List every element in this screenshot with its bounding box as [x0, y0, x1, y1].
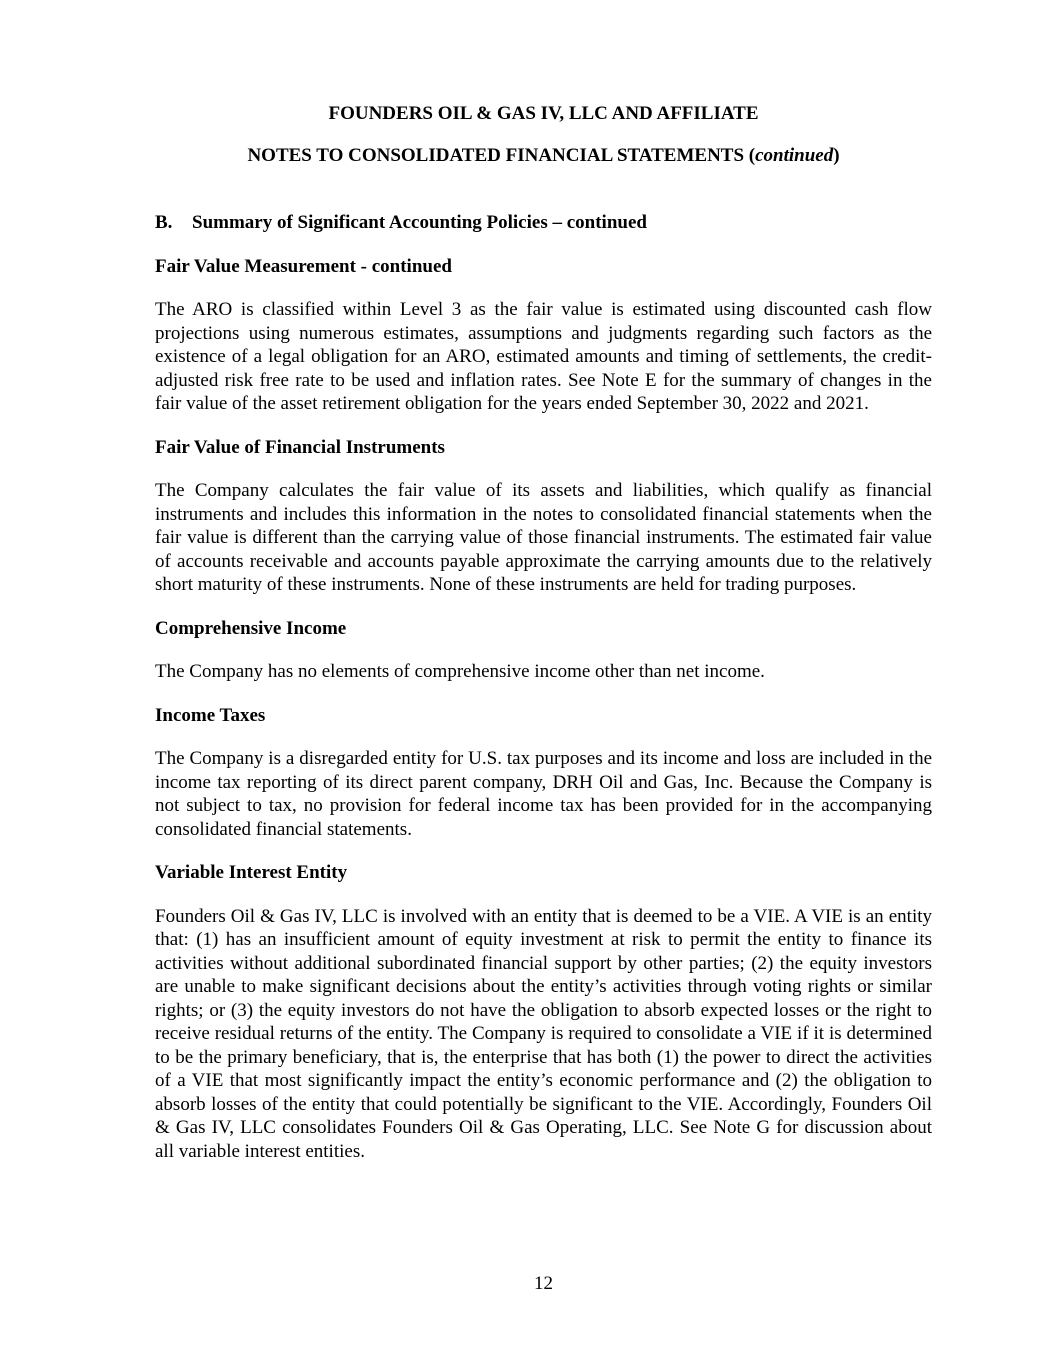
section-title: Summary of Significant Accounting Policies – continued [192, 212, 647, 233]
subsection-heading-fair-value-financial-instruments: Fair Value of Financial Instruments [155, 436, 445, 458]
paragraph-variable-interest-entity: Founders Oil & Gas IV, LLC is involved with an entity that is deemed to be a VIE. A VIE is an entity that: (1) has an insufficient amount of equity investment at risk to permit the entity to finance its activities without additional subordinated financial support by other parties; (2) the equity investors are unable to make significant decisions about the entity’s activities through voting rights or similar rights; or (3) the equity investors do not have the obligation to absorb expected losses or the right to receive residual returns of the entity. The Company is required to consolidate a VIE if it is determined to be the primary beneficiary, that is, the enterprise that has both (1) the power to direct the activities of a VIE that most significantly impact the entity’s economic performance and (2) the obligation to absorb losses of the entity that could potentially be significant to the VIE. Accordingly, Founders Oil & Gas IV, LLC consolidates Founders Oil & Gas Operating, LLC. See Note G for discussion about all variable interest entities. [155, 905, 932, 1162]
subsection-heading-fair-value-measurement: Fair Value Measurement - continued [155, 255, 452, 277]
paragraph-comprehensive-income: The Company has no elements of comprehensive income other than net income. [155, 661, 765, 682]
page-number: 12 [534, 1273, 553, 1294]
document-subtitle-continued: continued [755, 144, 834, 166]
subsection-heading-income-taxes: Income Taxes [155, 704, 266, 726]
paragraph-fair-value-measurement: The ARO is classified within Level 3 as the fair value is estimated using discounted cash flow projections using numerous estimates, assumptions and judgments regarding such factors as the existence of a legal obligation for an ARO, estimated amounts and timing of settlements, the credit-adjusted risk free rate to be used and inflation rates. See Note E for the summary of changes in the fair value of the asset retirement obligation for the years ended September 30, 2022 and 2021. [155, 299, 932, 414]
section-heading [155, 211, 932, 235]
document-subtitle [155, 144, 932, 168]
page-footer [155, 1272, 932, 1296]
subsection-heading-comprehensive-income: Comprehensive Income [155, 617, 347, 639]
document-title: FOUNDERS OIL & GAS IV, LLC AND AFFILIATE [328, 103, 759, 124]
subsection-heading-variable-interest-entity: Variable Interest Entity [155, 862, 348, 883]
section-letter: B. [155, 212, 173, 233]
document-content [155, 102, 932, 1163]
document-subtitle-prefix: NOTES TO CONSOLIDATED FINANCIAL STATEMENTS ( [247, 144, 756, 166]
document-subtitle-suffix: ) [833, 144, 840, 166]
paragraph-fair-value-financial-instruments: The Company calculates the fair value of its assets and liabilities, which qualify as financial instruments and includes this information in the notes to consolidated financial statements when the fair value is different than the carrying value of those financial instruments. The estimated fair value of accounts receivable and accounts payable approximate the carrying amounts due to the relatively short maturity of these instruments. None of these instruments are held for trading purposes. [155, 480, 932, 595]
paragraph-income-taxes: The Company is a disregarded entity for U.S. tax purposes and its income and loss are included in the income tax reporting of its direct parent company, DRH Oil and Gas, Inc. Because the Company is not subject to tax, no provision for federal income tax has been provided for in the accompanying consolidated financial statements. [155, 748, 932, 840]
